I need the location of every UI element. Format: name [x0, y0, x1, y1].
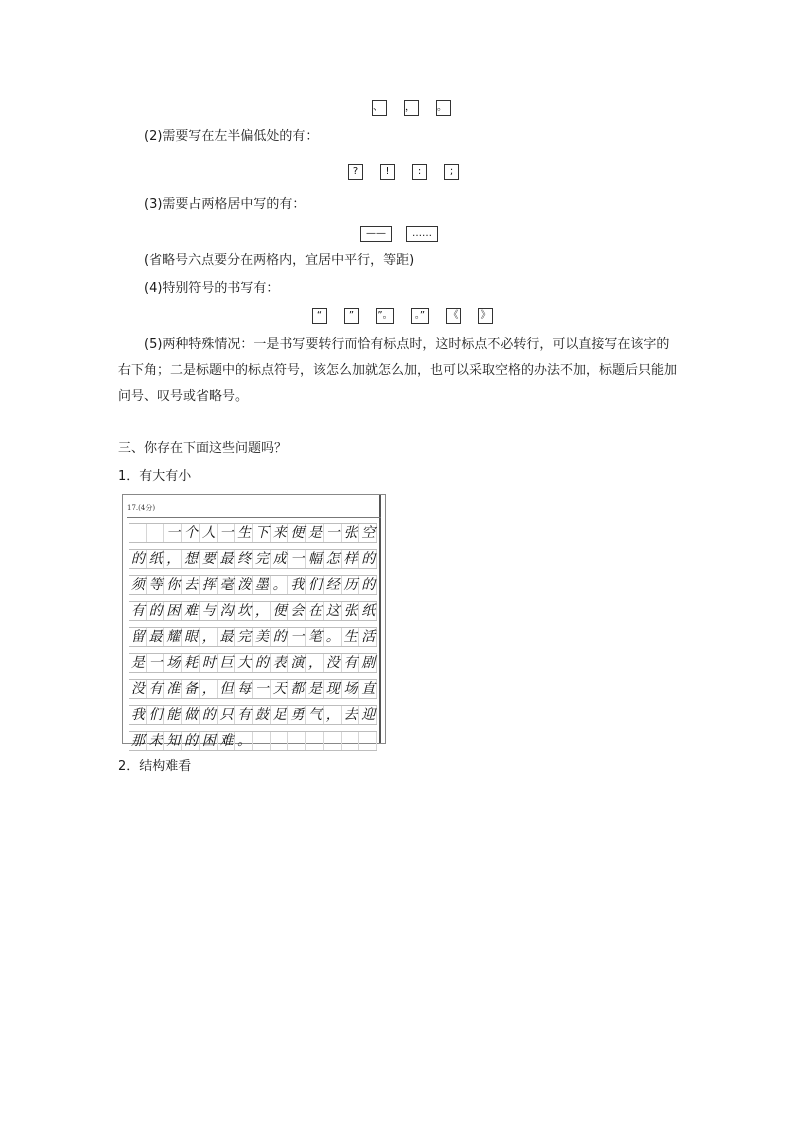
- punct-box: [412, 164, 427, 180]
- item-3-text: (3)需要占两格居中写的有：: [144, 197, 306, 212]
- writing-grid-row: [129, 679, 377, 699]
- header-divider: [127, 517, 381, 518]
- punct-box: [312, 308, 327, 324]
- handwritten-line: 那 未 知 的 困 难 。: [130, 733, 252, 749]
- punct-glyph: 、: [373, 102, 383, 113]
- handwritten-line: 的 纸 ， 想 要 最 终 完 成 一 幅 怎 样 的: [130, 551, 376, 567]
- handwritten-line: 须 等 你 去 挥 毫 泼 墨 。 我 们 经 历 的: [130, 577, 376, 593]
- punct-box: [348, 164, 363, 180]
- punct-box-double: [360, 226, 392, 242]
- punct-box: [444, 164, 459, 180]
- handwritten-line: 一 个 人 一 生 下 来 便 是 一 张 空: [166, 525, 376, 541]
- handwritten-line: 没 有 准 备 ， 但 每 一 天 都 是 现 场 直: [130, 681, 376, 697]
- punct-glyph: ?: [352, 166, 359, 177]
- item-2-text: (2)需要写在左半偏低处的有：: [144, 129, 319, 144]
- punct-box: [380, 164, 395, 180]
- punct-box-row-2: [348, 164, 476, 180]
- punct-glyph: ——: [366, 228, 386, 239]
- punct-box: [411, 308, 429, 324]
- writing-grid-row: [129, 653, 377, 673]
- punct-glyph: ”: [348, 310, 355, 321]
- writing-grid-row: [129, 705, 377, 725]
- punct-box-row-3: [360, 226, 452, 242]
- punct-box-row-4: [312, 308, 510, 324]
- question-number: 17.(4分): [127, 504, 156, 512]
- item-5-paragraph: (5)两种特殊情况：一是书写要转行而恰有标点时，这时标点不必转行，可以直接写在该字的右下角；二是标题中的标点符号，该怎么加就怎么加，也可以采取空格的办法不加，标题后只能加问号、叹号或省略号。: [118, 337, 678, 404]
- punct-box: [478, 308, 493, 324]
- handwritten-line: 我 们 能 做 的 只 有 鼓 足 勇 气 ， 去 迎: [130, 707, 376, 723]
- writing-grid: [129, 523, 377, 757]
- punct-glyph: ，: [405, 102, 415, 113]
- writing-grid-row: [129, 627, 377, 647]
- punct-box: [404, 100, 419, 116]
- writing-grid-row: [129, 731, 377, 751]
- punct-box: [344, 308, 359, 324]
- punct-box: [376, 308, 394, 324]
- handwritten-line: 是 一 场 耗 时 巨 大 的 表 演 ， 没 有 剧: [130, 655, 376, 671]
- punct-box-double: [406, 226, 438, 242]
- punct-glyph: :: [417, 166, 422, 177]
- punct-box: [446, 308, 461, 324]
- punct-glyph: 。”: [414, 310, 426, 321]
- punct-glyph: ……: [412, 228, 432, 239]
- punct-glyph: 《: [448, 310, 459, 321]
- punct-box: [372, 100, 387, 116]
- punct-box: [436, 100, 451, 116]
- punct-glyph: !: [385, 166, 390, 177]
- writing-grid-row: [129, 549, 377, 569]
- writing-grid-row: [129, 523, 377, 543]
- punct-box-row-1: [372, 100, 468, 116]
- section-3-heading: 三、你存在下面这些问题吗？: [118, 441, 288, 456]
- punct-glyph: ;: [449, 166, 454, 177]
- punct-glyph: ”。: [377, 310, 393, 321]
- punct-glyph: 》: [480, 310, 491, 321]
- item-4-text: (4)特别符号的书写有：: [144, 281, 280, 296]
- writing-grid-row: [129, 575, 377, 595]
- subsection-2-title: 2．结构难看: [118, 759, 192, 774]
- handwritten-line: 留 最 耀 眼 ， 最 完 美 的 一 笔 。 生 活: [130, 629, 376, 645]
- punct-glyph: “: [316, 310, 323, 321]
- punct-glyph: 。: [437, 102, 447, 113]
- subsection-1-title: 1．有大有小: [118, 469, 192, 484]
- image-border: [379, 495, 381, 743]
- writing-grid-row: [129, 601, 377, 621]
- handwritten-line: 有 的 困 难 与 沟 坎 ， 便 会 在 这 张 纸: [130, 603, 376, 619]
- handwriting-sample-image: [122, 494, 386, 749]
- note-3-text: (省略号六点要分在两格内，宜居中平行，等距): [144, 253, 415, 268]
